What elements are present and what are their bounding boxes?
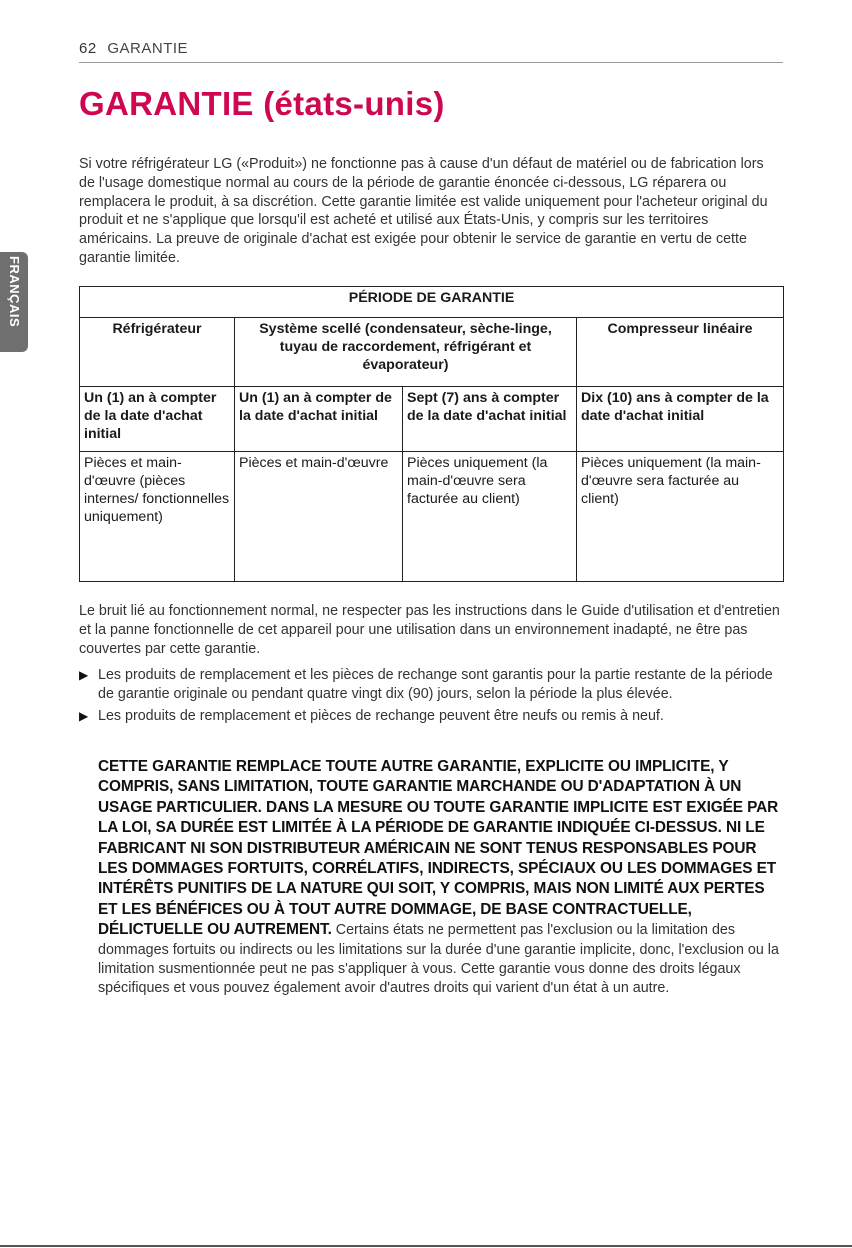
table-title: PÉRIODE DE GARANTIE — [80, 287, 784, 318]
bottom-divider — [0, 1245, 852, 1247]
table-header-sealed-system: Système scellé (condensateur, sèche-linge, tuyau de raccordement, réfrigérant et évaporateur) — [235, 318, 577, 387]
disclaimer-paragraph — [98, 757, 784, 999]
table-header-linear-compressor: Compresseur linéaire — [577, 318, 784, 387]
intro-paragraph: Si votre réfrigérateur LG («Produit») ne fonctionne pas à cause d'un défaut de matériel ou de fabrication lors de l'usage domestique normal au cours de la période de garantie énoncée ci-dessous, LG réparera ou remplacera le produit, à sa discrétion. Cette garantie limitée est valide uniquement pour l'acheteur original du produit et ne s'applique que lorsqu'il est acheté et utilisé aux États-Unis, y compris sur les territoires américains. La preuve de originale d'achat est exigée pour obtenir le service de garantie en vertu de cette garantie limitée. — [79, 156, 768, 266]
list-item-text: Les produits de remplacement et les pièces de rechange sont garantis pour la partie restante de la période de garantie originale ou pendant quatre vingt dix (90) jours, selon la période la plus élevée. — [98, 667, 773, 702]
warranty-period-table — [79, 286, 784, 582]
table-cell-coverage: Pièces uniquement (la main-d'œuvre sera facturée au client) — [403, 452, 577, 582]
page-title: GARANTIE (états-unis) — [79, 85, 445, 122]
page-number: 62 — [79, 40, 97, 57]
list-item — [79, 666, 783, 704]
exclusions-paragraph: Le bruit lié au fonctionnement normal, ne respecter pas les instructions dans le Guide d'utilisation et d'entretien et la panne fonctionnelle de cet appareil pour une utilisation dans un environnement inadapté, ne être pas couvertes par cette garantie. — [79, 603, 780, 657]
page-header — [79, 40, 783, 63]
table-cell-period: Dix (10) ans à compter de la date d'achat initial — [577, 387, 784, 452]
list-item — [79, 707, 783, 726]
table-header-refrigerator: Réfrigérateur — [80, 318, 235, 387]
table-cell-coverage: Pièces et main-d'œuvre — [235, 452, 403, 582]
list-item-text: Les produits de remplacement et pièces de rechange peuvent être neufs ou remis à neuf. — [98, 708, 664, 724]
table-cell-coverage: Pièces et main-d'œuvre (pièces internes/ fonctionnelles uniquement) — [80, 452, 235, 582]
bullet-arrow-icon: ▶ — [79, 668, 89, 682]
disclaimer-normal-text: Certains états ne permettent pas l'exclusion ou la limitation des dommages fortuits ou indirects ou les limitations sur la durée d'une garantie implicite, donc, l'exclusion ou la limitation susmentionnée peut ne pas s'appliquer à vous. Cette garantie vous donne des droits légaux spécifiques et vous pouvez également avoir d'autres droits qui varient d'un état à un autre. — [98, 922, 779, 997]
bullet-arrow-icon: ▶ — [79, 709, 89, 723]
table-cell-coverage: Pièces uniquement (la main-d'œuvre sera facturée au client) — [577, 452, 784, 582]
table-cell-period: Un (1) an à compter de la date d'achat initial — [80, 387, 235, 452]
language-tab-label: FRANÇAIS — [7, 256, 22, 328]
language-side-tab — [0, 252, 28, 352]
disclaimer-caps-text: CETTE GARANTIE REMPLACE TOUTE AUTRE GARANTIE, EXPLICITE OU IMPLICITE, Y COMPRIS, SANS LIMITATION, TOUTE GARANTIE MARCHANDE OU D'ADAPTATION À UN USAGE PARTICULIER. DANS LA MESURE OU TOUTE GARANTIE IMPLICITE EST EXIGÉE PAR LA LOI, SA DURÉE EST LIMITÉE À LA PÉRIODE DE GARANTIE INDIQUÉE CI-DESSUS. NI LE FABRICANT NI SON DISTRIBUTEUR AMÉRICAIN NE SONT TENUS RESPONSABLES POUR LES DOMMAGES FORTUITS, CORRÉLATIFS, INDIRECTS, SPÉCIAUX OU LES DOMMAGES ET INTÉRÊTS PUNITIFS DE LA NATURE QUI SOIT, Y COMPRIS, MAIS NON LIMITÉ AUX PERTES ET LES BÉNÉFICES OU À TOUT AUTRE DOMMAGE, DE BASE CONTRACTUELLE, DÉLICTUELLE OU AUTREMENT. — [98, 758, 779, 939]
warranty-bullet-list — [79, 666, 783, 729]
table-cell-period: Un (1) an à compter de la date d'achat initial — [235, 387, 403, 452]
table-cell-period: Sept (7) ans à compter de la date d'achat initial — [403, 387, 577, 452]
section-name: GARANTIE — [107, 40, 189, 57]
